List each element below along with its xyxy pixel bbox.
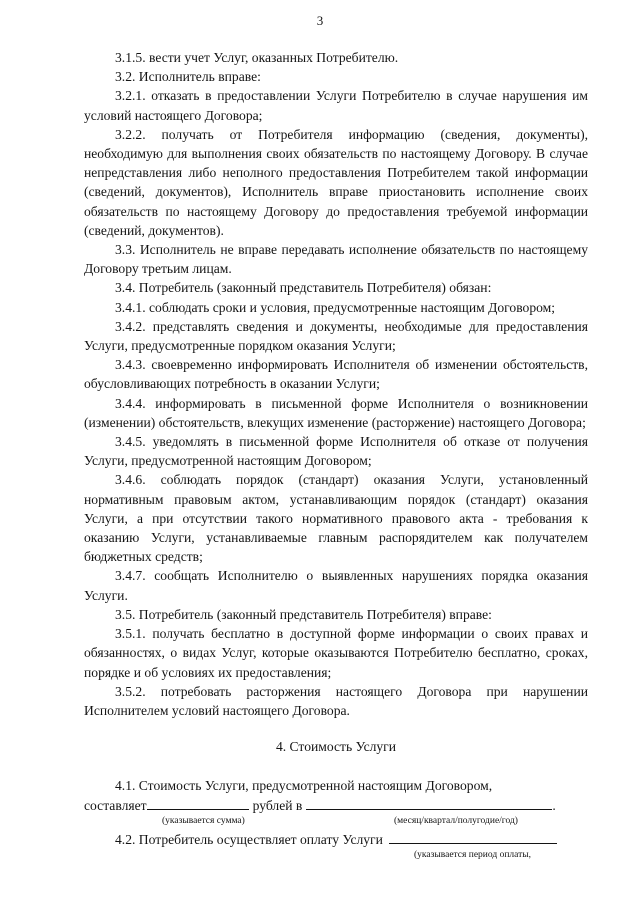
clause-3-2: 3.2. Исполнитель вправе: <box>115 69 261 85</box>
clause-3-4-2: 3.4.2. представлять сведения и документы, необходимые для предоставления Услуги, предусмотренные порядком оказания Услуги; <box>84 318 588 354</box>
caption-sum: (указывается сумма) <box>162 815 245 826</box>
page-number: 3 <box>316 13 324 28</box>
clause-3-1-5: 3.1.5. вести учет Услуг, оказанных Потребителю. <box>115 50 399 65</box>
clause-4-2-row <box>84 830 588 849</box>
clause-3-4-3: 3.4.3. своевременно информировать Исполнителя об изменении обстоятельств, обусловливающих потребность в оказании Услуги; <box>84 357 588 392</box>
clause-3-4-1: 3.4.1. соблюдать сроки и условия, предусмотренные настоящим Договором; <box>115 299 556 315</box>
clause-4-1-end: . <box>552 797 556 813</box>
section-heading: 4. Стоимость Услуги <box>275 739 397 755</box>
clause-3-2-1: 3.2.1. отказать в предоставлении Услуги Потребителю в случае нарушения им условий настоящего Договора; <box>84 88 588 123</box>
clause-3-5-2: 3.5.2. потребовать расторжения настоящего Договора при нарушении Исполнителем условий настоящего Договора. <box>84 683 588 718</box>
clause-4-1-middle: рублей в <box>252 797 303 813</box>
clause-3-3: 3.3. Исполнитель не вправе передавать исполнение обязательств по настоящему Договору третьим лицам. <box>84 242 588 277</box>
clause-3-4-7: 3.4.7. сообщать Исполнителю о выявленных нарушениях порядка оказания Услуги. <box>84 568 588 603</box>
clause-3-4-4: 3.4.4. информировать в письменной форме Исполнителя о возникновении (изменении) обстоятельств, влекущих изменение (расторжение) настоящего Договора; <box>84 395 588 430</box>
payment-period-field[interactable] <box>389 830 557 844</box>
clause-3-5: 3.5. Потребитель (законный представитель Потребителя) вправе: <box>115 606 492 622</box>
document-body <box>84 48 588 862</box>
clause-4-1-fill-row <box>84 796 588 815</box>
caption-payment-period: (указывается период оплаты, <box>414 849 532 860</box>
clause-4-1-lead: составляет <box>84 797 147 813</box>
clause-3-2-2: 3.2.2. получать от Потребителя информацию (сведения, документы), необходимую для выполнения своих обязательств по настоящему Договору. В случае непредставления либо неполного предоставления Потребителем такой информации (сведений, документов), Исполнитель вправе приостановить исполнение своих обязательств по настоящему Договору до предоставления требуемой информации (сведений, документов). <box>84 126 588 238</box>
sum-field[interactable] <box>147 796 249 810</box>
clause-4-1-captions <box>84 815 588 828</box>
period-field[interactable] <box>306 796 552 810</box>
clause-3-4: 3.4. Потребитель (законный представитель Потребителя) обязан: <box>115 280 492 296</box>
clause-3-5-1: 3.5.1. получать бесплатно в доступной форме информации о своих правах и обязанностях, о видах Услуг, которые оказываются Потребителю бесплатно, сроках, порядке и об условиях их предоставления; <box>84 626 588 680</box>
clause-4-2-captions <box>84 849 588 862</box>
clause-4-2: 4.2. Потребитель осуществляет оплату Услуги <box>115 831 383 847</box>
clause-4-1: 4.1. Стоимость Услуги, предусмотренной настоящим Договором, <box>115 778 493 794</box>
clause-3-4-5: 3.4.5. уведомлять в письменной форме Исполнителя об отказе от получения Услуги, предусмотренной настоящим Договором; <box>84 434 588 469</box>
clause-3-4-6: 3.4.6. соблюдать порядок (стандарт) оказания Услуги, установленный нормативным правовым актом, устанавливающим порядок (стандарт) оказания Услуги, а при отсутствии такого нормативного правового акта - требования к оказанию Услуги, устанавливаемые главным распорядителем как получателем бюджетных средств; <box>84 472 588 565</box>
caption-period: (месяц/квартал/полугодие/год) <box>394 815 518 826</box>
